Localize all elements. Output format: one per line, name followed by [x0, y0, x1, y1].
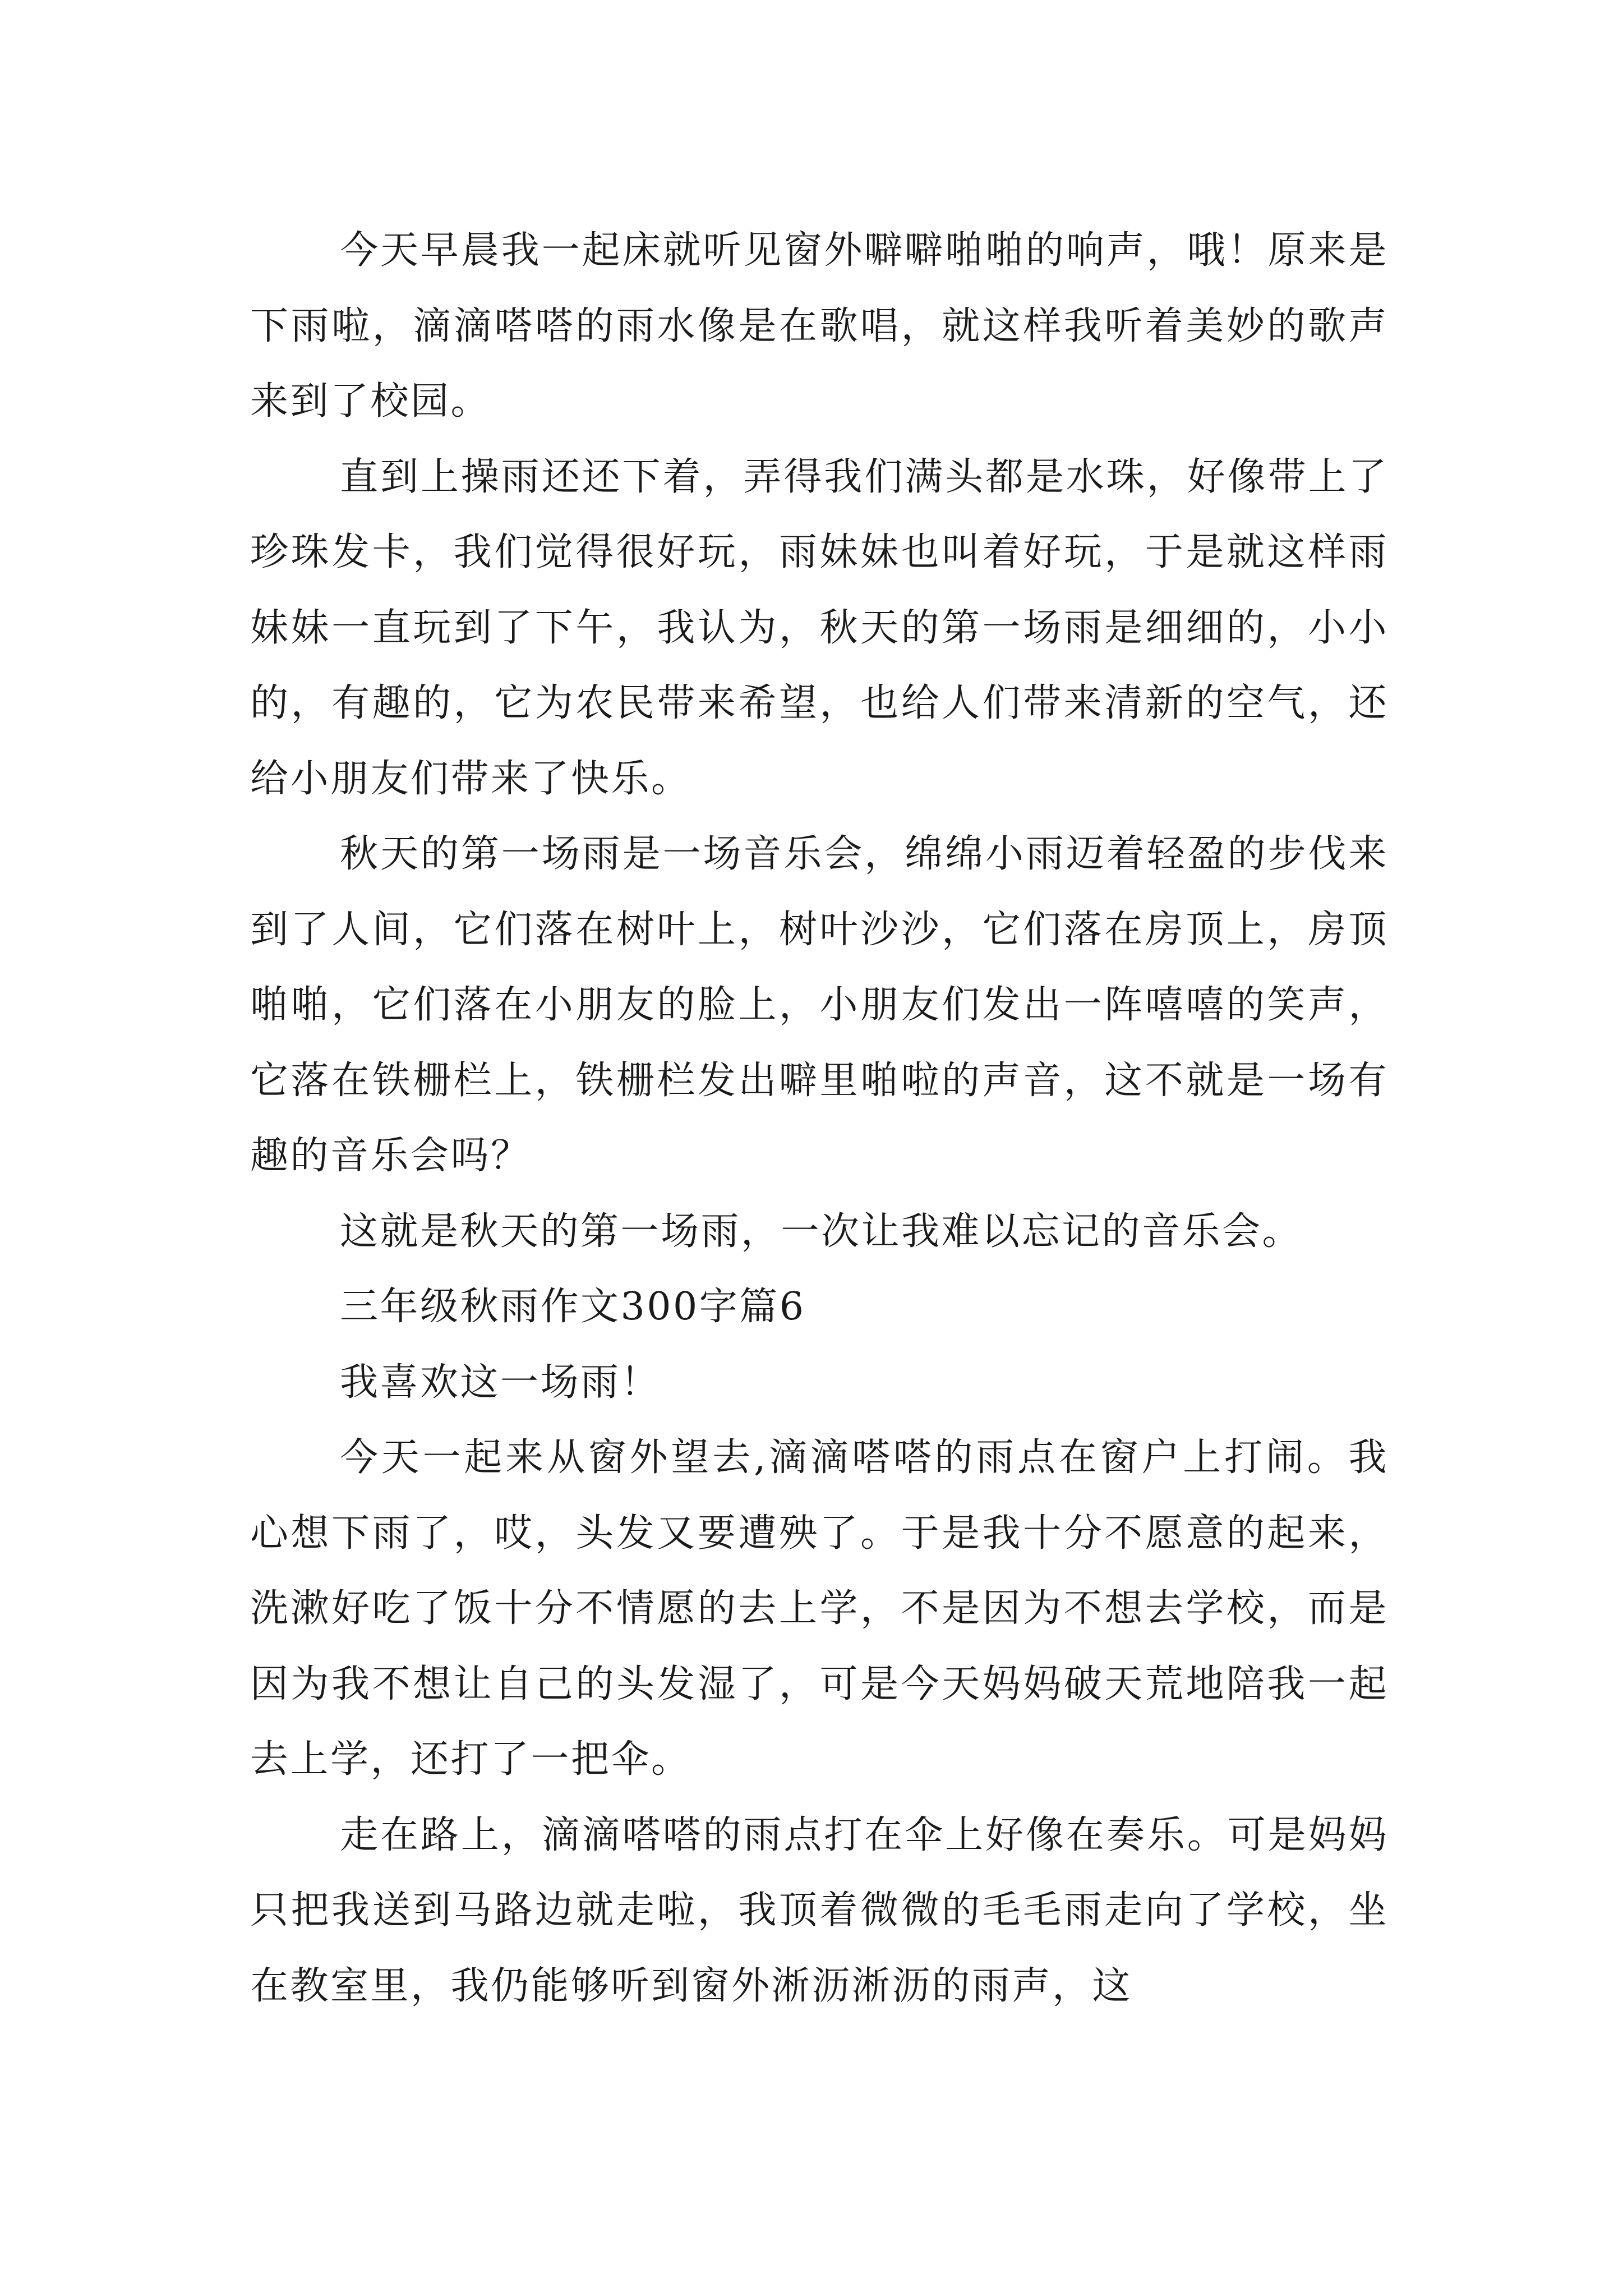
paragraph-6: 我喜欢这一场雨！	[340, 1360, 661, 1405]
paragraph-1: 今天早晨我一起床就听见窗外噼噼啪啪的响声，哦！原来是下雨啦，滴滴嗒嗒的雨水像是在歌唱，就这样我听着美妙的歌声来到了校园。	[250, 228, 1389, 424]
section-heading: 三年级秋雨作文300字篇6	[340, 1285, 806, 1329]
paragraph-2: 直到上操雨还还下着，弄得我们满头都是水珠，好像带上了珍珠发卡，我们觉得很好玩，雨妹妹也叫着好玩，于是就这样雨妹妹一直玩到了下午，我认为，秋天的第一场雨是细细的，小小的，有趣的，它为农民带来希望，也给人们带来清新的空气，还给小朋友们带来了快乐。	[250, 454, 1389, 801]
paragraph-8: 走在路上，滴滴嗒嗒的雨点打在伞上好像在奏乐。可是妈妈只把我送到马路边就走啦，我顶着微微的毛毛雨走向了学校，坐在教室里，我仍能够听到窗外淅沥淅沥的雨声，这	[250, 1812, 1389, 2008]
paragraph-4: 这就是秋天的第一场雨，一次让我难以忘记的音乐会。	[340, 1209, 1303, 1254]
document-body	[250, 213, 1389, 2024]
paragraph-7: 今天一起来从窗外望去,滴滴嗒嗒的雨点在窗户上打闹。我心想下雨了，哎，头发又要遭殃了。于是我十分不愿意的起来，洗漱好吃了饭十分不情愿的去上学，不是因为不想去学校，而是因为我不想让自己的头发湿了，可是今天妈妈破天荒地陪我一起去上学，还打了一把伞。	[250, 1435, 1389, 1782]
paragraph-3: 秋天的第一场雨是一场音乐会，绵绵小雨迈着轻盈的步伐来到了人间，它们落在树叶上，树叶沙沙，它们落在房顶上，房顶啪啪，它们落在小朋友的脸上，小朋友们发出一阵嘻嘻的笑声，它落在铁栅栏上，铁栅栏发出噼里啪啦的声音，这不就是一场有趣的音乐会吗？	[250, 832, 1389, 1178]
